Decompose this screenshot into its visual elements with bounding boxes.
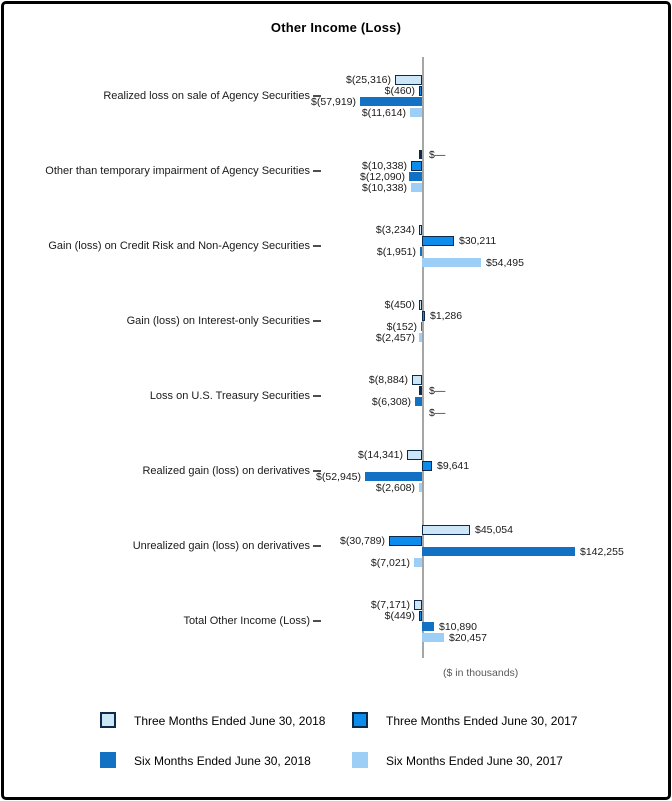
bar xyxy=(414,600,422,610)
bar xyxy=(414,558,422,567)
legend-item-label: Six Months Ended June 30, 2017 xyxy=(386,754,563,768)
bar-value-label: $(7,021) xyxy=(370,556,410,569)
category-tick-mark xyxy=(313,245,321,247)
zero-value-tick xyxy=(419,150,422,159)
bar-value-label: $(450) xyxy=(384,298,415,311)
bar-value-label: $(2,608) xyxy=(375,481,415,494)
bar-value-label: $9,641 xyxy=(437,459,470,472)
bar-value-label: $(449) xyxy=(384,609,415,622)
bar xyxy=(419,300,422,310)
bar xyxy=(422,525,470,535)
category-tick-mark xyxy=(313,320,321,322)
bar xyxy=(422,236,454,246)
bar xyxy=(421,322,422,331)
category-label: Other than temporary impairment of Agency Securities xyxy=(45,165,310,177)
bar xyxy=(419,333,422,342)
bar xyxy=(419,225,422,235)
bar xyxy=(419,86,422,96)
bar-value-label: $(7,171) xyxy=(370,598,410,611)
bar xyxy=(422,633,444,642)
bar-value-label: $(2,457) xyxy=(375,331,415,344)
bar xyxy=(411,161,422,171)
bar xyxy=(422,622,434,631)
legend-item-label: Three Months Ended June 30, 2018 xyxy=(134,714,326,728)
chart-title: Other Income (Loss) xyxy=(270,20,402,35)
bar xyxy=(412,375,422,385)
bar xyxy=(365,472,422,481)
bar-value-label: $(11,614) xyxy=(361,106,406,119)
bar-value-label: $45,054 xyxy=(475,523,513,536)
bar xyxy=(419,611,422,621)
bar xyxy=(409,172,422,181)
bar-value-label: $(57,919) xyxy=(311,95,356,108)
category-label: Total Other Income (Loss) xyxy=(183,615,310,627)
category-label: Loss on U.S. Treasury Securities xyxy=(149,390,310,402)
bar xyxy=(407,450,422,460)
bar-value-label: $20,457 xyxy=(449,631,487,644)
bar-value-label: $— xyxy=(429,148,446,161)
value-axis-line xyxy=(422,57,424,658)
bar-value-label: $(10,338) xyxy=(362,181,407,194)
bar-value-label: $30,211 xyxy=(459,234,497,247)
legend-item-label: Three Months Ended June 30, 2017 xyxy=(386,714,578,728)
bar-value-label: $(6,308) xyxy=(371,395,411,408)
bar xyxy=(422,258,481,267)
legend-item-label: Six Months Ended June 30, 2018 xyxy=(134,754,311,768)
bar xyxy=(420,247,422,256)
category-label: Realized loss on sale of Agency Securities xyxy=(103,90,310,102)
legend-swatch-icon xyxy=(352,712,368,728)
bar xyxy=(411,183,422,192)
bar-value-label: $(10,338) xyxy=(362,159,407,172)
bar xyxy=(389,536,422,546)
category-label: Gain (loss) on Credit Risk and Non-Agency Securities xyxy=(48,240,310,252)
bar xyxy=(360,97,422,106)
bar xyxy=(415,397,422,406)
category-tick-mark xyxy=(313,395,321,397)
legend-swatch-icon xyxy=(352,752,368,768)
bar-value-label: $1,286 xyxy=(430,309,463,322)
category-label: Unrealized gain (loss) on derivatives xyxy=(132,540,310,552)
bar xyxy=(419,483,422,492)
bar-value-label: $(12,090) xyxy=(360,170,405,183)
bar-value-label: $54,495 xyxy=(486,256,524,269)
bar-value-label: $(3,234) xyxy=(375,223,415,236)
bar-value-label: $(460) xyxy=(384,84,415,97)
category-label: Gain (loss) on Interest-only Securities xyxy=(126,315,310,327)
category-tick-mark xyxy=(313,620,321,622)
bar xyxy=(422,547,575,556)
bar xyxy=(422,461,432,471)
bar-value-label: $(152) xyxy=(386,320,417,333)
bar xyxy=(395,75,422,85)
bar xyxy=(410,108,422,117)
category-label: Realized gain (loss) on derivatives xyxy=(142,465,310,477)
zero-value-tick xyxy=(419,386,422,395)
bar-value-label: $(25,316) xyxy=(346,73,391,86)
legend-swatch-icon xyxy=(100,752,116,768)
bar-value-label: $(52,945) xyxy=(316,470,361,483)
legend-swatch-icon xyxy=(100,712,116,728)
bar-value-label: $(30,789) xyxy=(340,534,385,547)
axis-units-note: ($ in thousands) xyxy=(443,667,519,679)
bar-value-label: $— xyxy=(429,384,446,397)
bar-value-label: $10,890 xyxy=(439,620,477,633)
bar xyxy=(422,311,425,321)
bar-value-label: $(8,884) xyxy=(368,373,408,386)
bar-value-label: $142,255 xyxy=(580,545,624,558)
bar-value-label: $(14,341) xyxy=(358,448,403,461)
bar-value-label: $— xyxy=(429,406,446,419)
bar-value-label: $(1,951) xyxy=(376,245,416,258)
